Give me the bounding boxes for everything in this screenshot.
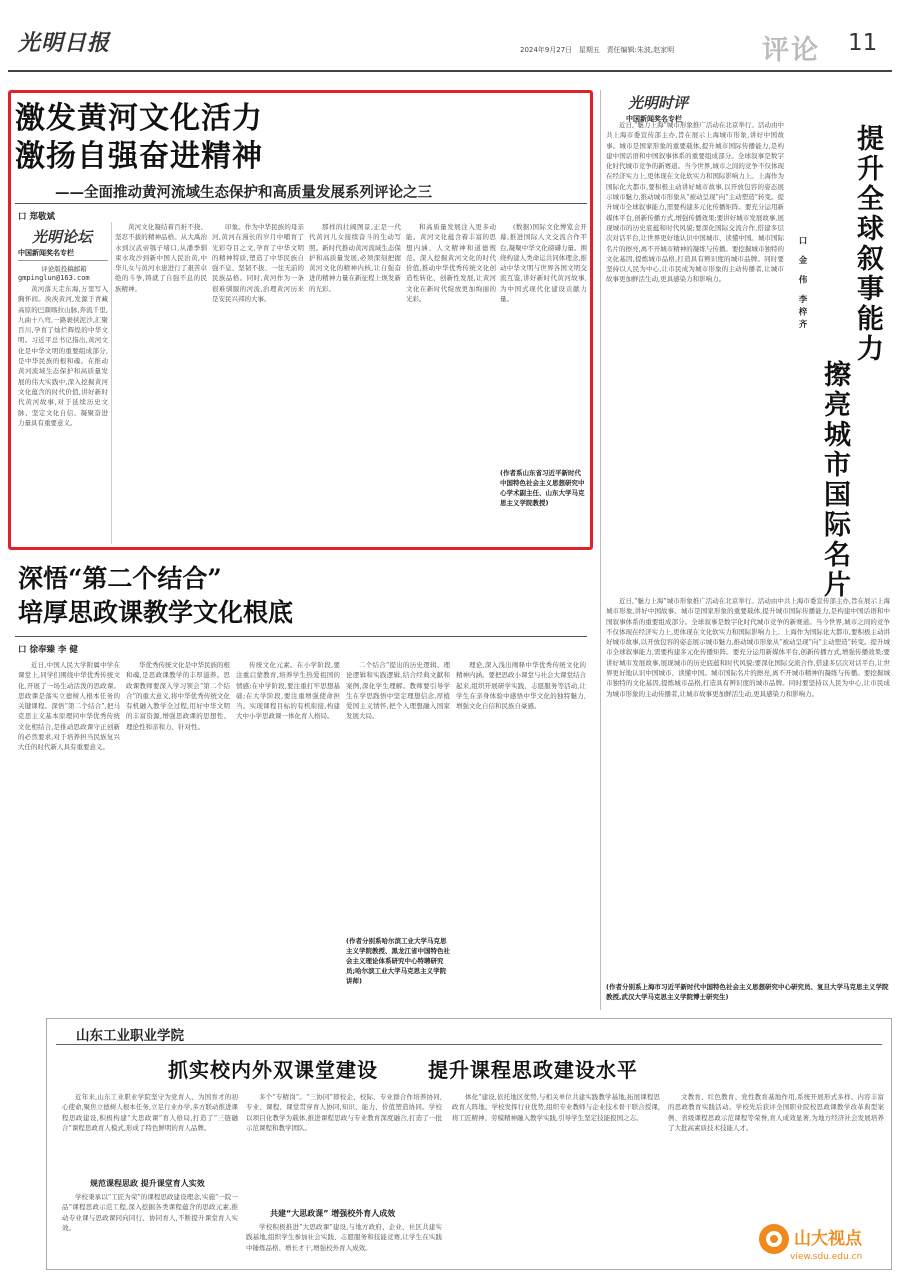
page-number: 11 (848, 30, 878, 56)
article1-title-line1: 激发黄河文化活力 (15, 101, 263, 136)
masthead (0, 0, 900, 78)
article1-subtitle: ——全面推动黄河流域生态保护和高质量发展系列评论之三 (55, 184, 432, 201)
newspaper-logo: 光明日报 (18, 30, 111, 56)
ad-school-name: 山东工业职业学院 (76, 1028, 184, 1044)
article1-column-badge (18, 226, 110, 282)
article2-author-note: (作者分别系哈尔滨工业大学马克思主义学院教授、黑龙江省中国特色社会主义理论体系研究中心特聘研究员;哈尔滨工业大学马克思主义学院讲师) (346, 937, 450, 985)
article3-vertical-title-1: 提升全球叙事能力 (852, 124, 883, 364)
ad-subheading-1: 规范课程思政 提升课堂育人实效 (90, 1179, 205, 1188)
article1-subtitle-rule (15, 203, 587, 204)
issue-date: 2024年9月27日 (520, 46, 573, 54)
column-award-tag: 中国新闻奖名专栏 (18, 249, 74, 257)
article2-title (18, 562, 293, 630)
issue-editors: 责任编辑:朱波,赵家明 (606, 46, 675, 54)
watermark-url: view.sdu.edu.cn (790, 1252, 863, 1262)
article1-title (15, 100, 263, 176)
article3-column-name: 光明时评 (628, 94, 689, 112)
ad-col4: 文教育、红色教育、党性教育基地作用,系统开展形式多样、内容丰富的思政教育实践活动。学校先后获评全国职业院校思政课教学改革典型案例、省级课程思政示范课程等荣誉,育人成效显著,为地方经济社会发展培养了大批高素质技术技能人才。 (668, 1093, 884, 1132)
ad-col2b: 学校积极推进“大思政课”建设,与地方政府、企业、社区共建实践基地,组织学生参加社会实践、志愿服务和技能竞赛,让学生在实践中锤炼品格、增长才干,增强校外育人成效。 (246, 1223, 442, 1252)
right-column-divider (600, 90, 601, 1010)
article2-author: 口 徐奉臻 李 健 (18, 645, 78, 655)
article2-title-line1: 深悟“第二个结合” (18, 564, 222, 593)
masthead-info (520, 45, 674, 55)
article2-col2: 华优秀传统文化是中华民族的根和魂,是思政课教学的丰厚滋养。思政课教师要深入学习领会“第二个结合”的重大意义,将中华优秀传统文化有机融入教学全过程,用好中华文明的丰富资源,增强思政课的思想性、理论性和亲和力、针对性。 (126, 661, 230, 731)
article3-vertical-title-2: 擦亮城市国际名片 (819, 360, 850, 600)
article1-author-note: (作者系山东省习近平新时代中国特色社会主义思想研究中心学术副主任、山东大学马克思主义学院教授) (500, 469, 585, 507)
ad-school-rule (56, 1044, 882, 1045)
watermark-logo-icon (756, 1222, 792, 1256)
column-submission-label: 评论版投稿邮箱 (41, 265, 87, 273)
article3-body-upper: 近日,“魅力上海”城市形象推广活动在北京举行。活动由中共上海市委宣传部主办,旨在展示上海城市形象,讲好中国故事。城市是国家形象的重要载体,提升城市国际传播能力,是构建中国话语和中国叙事体系的重要组成部分。全球叙事是数字化时代城市竞争的新赛道。当今世界,城市之间的竞争不仅体现在经济实力上,更体现在文化软实力和国际影响力上。上海作为国际化大都市,要积极主动讲好城市故事,以开放包容的姿态展示城市魅力,推动城市形象从“被动呈现”向“主动塑造”转变。提升城市全球叙事能力,需要构建多元化传播矩阵。要充分运用新媒体平台,创新传播方式,增强传播效果;要讲好城市发展故事,展现城市的历史底蕴和时代风貌;要深化国际交流合作,搭建多层次对话平台,让世界更好地认识中国城市、读懂中国。城市国际名片的擦亮,离不开城市精神的凝练与传播。要挖掘城市独特的文化基因,提炼城市品格,打造具有辨识度的城市品牌。同时要坚持以人民为中心,让市民成为城市形象的主动传播者,让城市故事更加鲜活生动,更具感染力和影响力。 (606, 121, 784, 284)
article1-col2: 黄河文化凝结着百折不挠、坚忍不拔的精神品格。从大禹治水到汉武帝瓠子堵口,从潘季驯束水攻沙到新中国人民治黄,中华儿女与黄河水患进行了艰苦卓绝的斗争,铸就了自强不息的民族精神。 (115, 223, 207, 293)
watermark-text: 山大视点 (794, 1229, 862, 1249)
article1-author: 口 郑敬斌 (18, 212, 55, 222)
masthead-rule (8, 70, 892, 72)
ad-col1: 近年来,山东工业职业学院坚守为党育人、为国育才的初心使命,聚焦立德树人根本任务,立足行业办学,多方联动推进课程思政建设,积极构建“大思政课”育人格局,打造了“三链融合”课程思政育人模式,形成了特色鲜明的育人品牌。 (62, 1093, 238, 1132)
article2-title-line2: 培厚思政课教学文化根底 (18, 598, 294, 627)
ad-subheading-2: 共建“大思政课” 增强校外育人成效 (270, 1209, 396, 1218)
article3-body-lower: 近日,“魅力上海”城市形象推广活动在北京举行。活动由中共上海市委宣传部主办,旨在展示上海城市形象,讲好中国故事。城市是国家形象的重要载体,提升城市国际传播能力,是构建中国话语和中国叙事体系的重要组成部分。全球叙事是数字化时代城市竞争的新赛道。当今世界,城市之间的竞争不仅体现在经济实力上,更体现在文化软实力和国际影响力上。上海作为国际化大都市,要积极主动讲好城市故事,以开放包容的姿态展示城市魅力,推动城市形象从“被动呈现”向“主动塑造”转变。提升城市全球叙事能力,需要构建多元化传播矩阵。要充分运用新媒体平台,创新传播方式,增强传播效果;要讲好城市发展故事,展现城市的历史底蕴和时代风貌;要深化国际交流合作,搭建多层次对话平台,让世界更好地认识中国城市、读懂中国。城市国际名片的擦亮,离不开城市精神的凝练与传播。要挖掘城市独特的文化基因,提炼城市品格,打造具有辨识度的城市品牌。同时要坚持以人民为中心,让市民成为城市形象的主动传播者,让城市故事更加鲜活生动,更具感染力和影响力。 (606, 597, 890, 698)
col-divider (111, 222, 112, 544)
article1-col3: 印象。作为中华民族的母亲河,黄河在漫长的岁月中哺育了光彩夺目之文,孕育了中华文明的精神特质,塑造了中华民族自强不息、坚韧不拔、一往无前的民族品格。同时,黄河作为一条很难驯服的河流,治理黄河历来是安民兴邦的大事。 (212, 223, 304, 304)
article2-col5: 理论,深入浅出阐释中华优秀传统文化的精神内涵。要把思政小课堂与社会大课堂结合起来,组织开展研学实践、志愿服务等活动,让学生在亲身体验中感悟中华文化的独特魅力,增强文化自信和民族自豪感。 (456, 661, 586, 711)
article2-title-rule (15, 636, 587, 637)
article2-col3: 传统文化元素。在小学阶段,要注重启蒙教育,培养学生热爱祖国的情感;在中学阶段,要注重打牢思想基础;在大学阶段,要注重增强使命担当。实现课程目标的有机衔接,构建大中小学思政课一体化育人格局。 (236, 661, 340, 721)
ad-col3: 体化”建设,依托地区优势,与相关单位共建实践教学基地,拓展课程思政育人阵地。学校发挥行业优势,组织专业教师与企业技术骨干联合授课,将工匠精神、劳模精神融入教学实践,引导学生坚定技能报国之志。 (452, 1093, 660, 1122)
article1-col5: 和高质量发展注入更多动能。黄河文化蕴含着丰富的思想内涵、人文精神和道德规范。深入挖掘黄河文化的时代价值,推动中华优秀传统文化创造性转化、创新性发展,让黄河文化在新时代绽放更加绚丽的光彩。 (406, 223, 496, 304)
article3-vertical-author: 口 金 伟 李梓齐 (797, 236, 807, 332)
ad-col2: 多个“专精岗”。“三协同”即校企、校际、专业群合作培养协同,专业、课程、课堂贯穿育人协同,知识、能力、价值塑造协同。学校以项目化教学为载体,推进课程思政与专业教育深度融合,打造了一批示范课程和教学团队。 (246, 1093, 442, 1132)
article1-col4: 那样的壮阔图景,正是一代代黄河儿女接续奋斗的生动写照。新时代推动黄河流域生态保护和高质量发展,必须深刻把握黄河文化的精神内核,让自强奋进的精神力量在新征程上焕发新的光彩。 (309, 223, 401, 293)
watermark (756, 1218, 896, 1276)
ad-headline-left: 抓实校内外双课堂建设 (168, 1058, 378, 1082)
article2-col4: 二个结合”提出的历史逻辑、理论逻辑和实践逻辑,结合经典文献和案例,深化学生理解。教师要引导学生在学思践悟中坚定理想信念,厚植爱国主义情怀,把个人理想融入国家发展大局。 (346, 661, 450, 721)
article1-col6: (数据)国际文化博览会开幕,推进国际人文交流合作平台,凝聚中华文化磅礴力量。围绕构建人类命运共同体理念,推动中华文明与世界各国文明交流互鉴,讲好新时代黄河故事,为中国式现代化建设贡献力量。 (500, 223, 587, 304)
section-name: 评论 (762, 35, 820, 66)
article1-col1: 黄河落天走东海,万里写入胸怀间。泱泱黄河,发源于青藏高原的巴颜喀拉山脉,奔流千里,九曲十八弯,一路裹挟泥沙,汇聚百川,孕育了灿烂辉煌的中华文明。习近平总书记指出,黄河文化是中华文明的重要组成部分,是中华民族的根和魂。在推动黄河流域生态保护和高质量发展的伟大实践中,深入挖掘黄河文化蕴含的时代价值,讲好新时代黄河故事,对于延续历史文脉、坚定文化自信、凝聚奋进力量具有重要意义。 (18, 285, 108, 427)
column-logo-text: 光明论坛 (32, 228, 93, 246)
badge-rule (18, 260, 108, 261)
article3-column-tag: 中国新闻奖名专栏 (626, 115, 682, 123)
issue-weekday: 星期五 (578, 46, 600, 54)
ad-headline-right: 提升课程思政建设水平 (427, 1058, 638, 1082)
article1-title-line2: 激扬自强奋进精神 (15, 139, 263, 174)
ad-headline (168, 1054, 638, 1083)
article2-col1: 近日,中国人民大学附属中学在课堂上,同学们围绕中华优秀传统文化,开展了一场生动活泼的思政课。思政课是落实立德树人根本任务的关键课程。深悟“第二个结合”,把马克思主义基本原理同中华优秀传统文化相结合,是推动思政课守正创新的必然要求,对于培养担当民族复兴大任的时代新人具有重要意义。 (18, 661, 120, 752)
ad-col1b: 学校秉承以“工匠为荣”的课程思政建设理念,实施“一院一品”课程思政示范工程,深入挖掘各类课程蕴含的思政元素,推动专业课与思政课同向同行、协同育人,不断提升课堂育人实效。 (62, 1193, 238, 1232)
article3-author-note: (作者分别系上海市习近平新时代中国特色社会主义思想研究中心研究员、复旦大学马克思主义学院教授,武汉大学马克思主义学院博士研究生) (606, 983, 889, 1001)
column-email: gmpinglun@163.com (18, 274, 90, 282)
